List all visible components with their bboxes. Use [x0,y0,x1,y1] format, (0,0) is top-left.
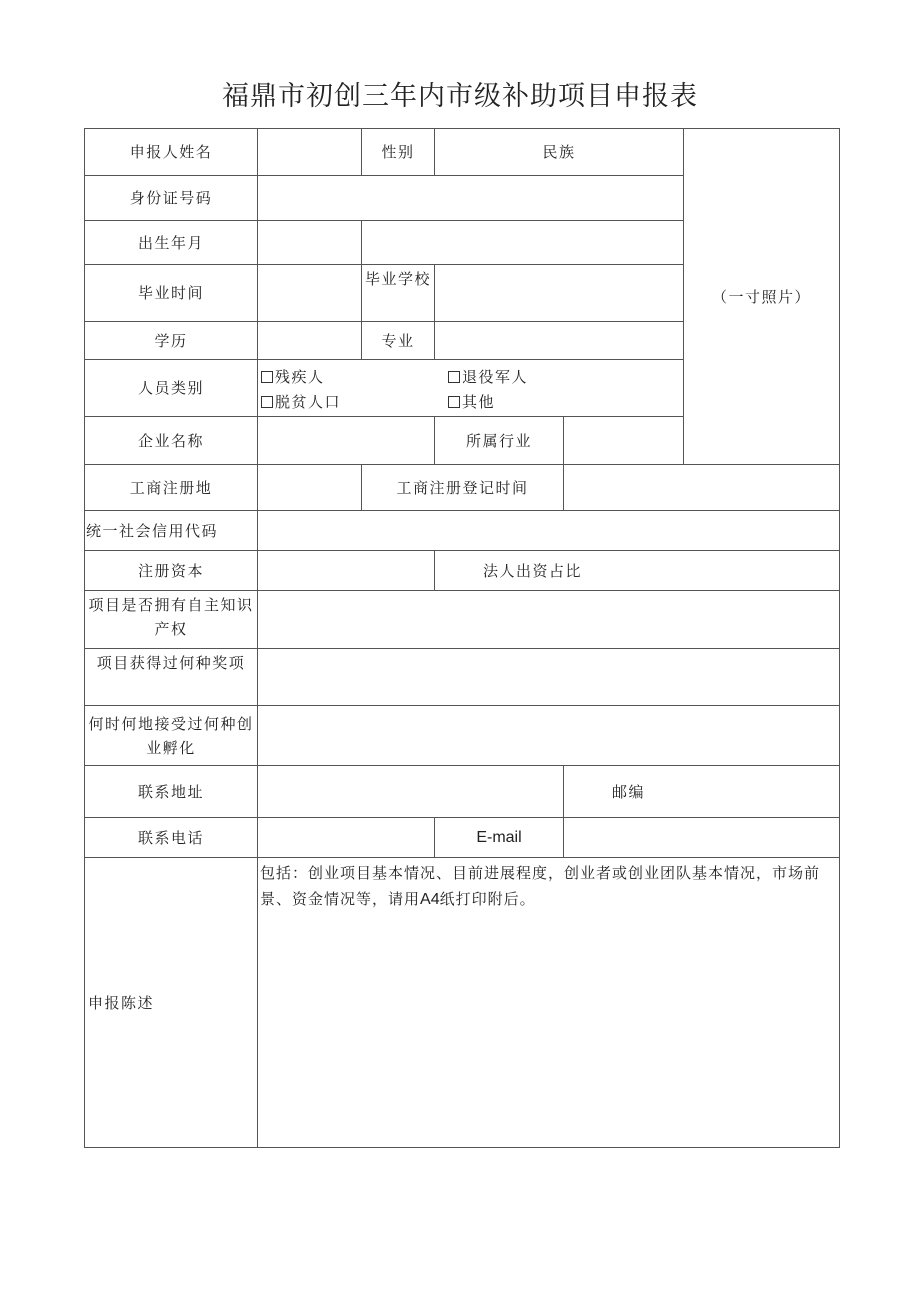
label-applicant-name: 申报人姓名 [84,128,258,176]
form-title: 福鼎市初创三年内市级补助项目申报表 [222,81,698,112]
checkbox-icon[interactable] [261,371,273,383]
email-field[interactable] [563,817,840,858]
personnel-category-options [257,359,684,417]
label-email: E-mail [434,817,564,858]
option-disabled[interactable]: 残疾人 [261,365,325,389]
label-credit-code: 统一社会信用代码 [84,510,258,551]
graduation-time-field[interactable] [257,264,362,322]
ethnicity-cell [434,128,684,176]
label-education: 学历 [84,321,258,360]
company-name-field[interactable] [257,416,435,465]
label-company-name: 企业名称 [84,416,258,465]
label-incubation: 何时何地接受过何种创业孵化 [84,705,258,766]
ip-ownership-field[interactable] [257,590,840,649]
label-ethnicity: 民族 [542,143,576,161]
label-ip-ownership: 项目是否拥有自主知识产权 [84,590,258,649]
business-registration-time-field[interactable] [563,464,840,511]
label-legal-person-share: 法人出资占比 [483,561,583,580]
label-birth-date: 出生年月 [84,220,258,265]
birth-date-extra-field[interactable] [361,220,684,265]
statement-hint: 包括：创业项目基本情况、目前进展程度，创业者或创业团队基本情况，市场前景、资金情况等，请用A4纸打印附后。 [260,864,821,908]
registered-capital-field[interactable] [257,550,435,591]
id-number-field[interactable] [257,175,684,221]
label-contact-phone: 联系电话 [84,817,258,858]
postcode-cell[interactable] [563,765,840,818]
option-veteran[interactable]: 退役军人 [448,365,528,389]
label-graduation-time: 毕业时间 [84,264,258,322]
label-postcode: 邮编 [612,782,646,801]
major-field[interactable] [434,321,684,360]
application-statement-field[interactable] [257,857,840,1148]
label-business-registration-place: 工商注册地 [84,464,258,511]
label-id-number: 身份证号码 [84,175,258,221]
photo-box [683,128,840,465]
graduation-school-field[interactable] [434,264,684,322]
label-registered-capital: 注册资本 [84,550,258,591]
business-registration-place-field[interactable] [257,464,362,511]
industry-field[interactable] [563,416,684,465]
option-other[interactable]: 其他 [448,390,495,414]
label-gender: 性别 [361,128,435,176]
label-application-statement: 申报陈述 [84,857,258,1148]
incubation-field[interactable] [257,705,840,766]
contact-address-field[interactable] [257,765,564,818]
contact-phone-field[interactable] [257,817,435,858]
option-poverty-relief[interactable]: 脱贫人口 [261,390,341,414]
application-form [84,128,840,1148]
label-photo: （一寸照片） [711,287,811,306]
awards-field[interactable] [257,648,840,706]
label-business-registration-time: 工商注册登记时间 [361,464,564,511]
education-field[interactable] [257,321,362,360]
checkbox-icon[interactable] [448,371,460,383]
checkbox-icon[interactable] [448,396,460,408]
label-personnel-category: 人员类别 [84,359,258,417]
label-major: 专业 [361,321,435,360]
label-awards: 项目获得过何种奖项 [84,648,258,706]
label-industry: 所属行业 [434,416,564,465]
applicant-name-field[interactable] [257,128,362,176]
label-contact-address: 联系地址 [84,765,258,818]
credit-code-field[interactable] [257,510,840,551]
birth-date-field[interactable] [257,220,362,265]
legal-person-share-cell[interactable] [434,550,840,591]
checkbox-icon[interactable] [261,396,273,408]
label-graduation-school: 毕业学校 [361,264,435,322]
